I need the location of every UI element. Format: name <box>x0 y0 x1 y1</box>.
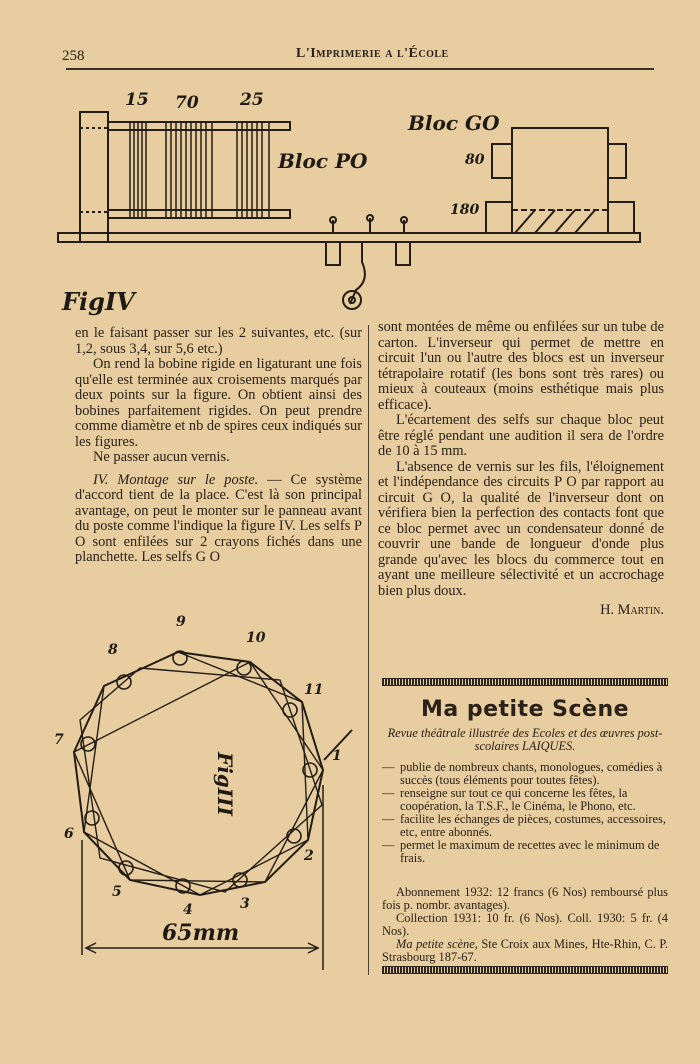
fig4-bloc-go: Bloc GO <box>408 111 500 135</box>
advert-item: — publie de nombreux chants, monologues, comédies à succès (tous éléments pour toutes fêtes). <box>382 761 668 787</box>
fig3-num-4: 4 <box>183 902 193 918</box>
section-body-montage: — Ce système d'accord tient de la place. C'est là son principal avantage, on peut le monter sur le panneau avant du poste comme l'indique la figure IV. Les selfs P O sont enfilées sur 2 crayons fichés dans une planchette. Les selfs G O <box>75 471 362 565</box>
fig3-dimension: 65mm <box>162 920 240 946</box>
fig3-num-2: 2 <box>304 848 314 864</box>
section-heading-montage: IV. Montage sur le poste. <box>93 471 259 488</box>
fig3-num-6: 6 <box>64 826 74 842</box>
advert-bottom-rule <box>382 966 668 974</box>
figure-4-diagram <box>0 80 700 320</box>
left-column <box>75 326 362 566</box>
advert-footer <box>382 886 668 964</box>
advert-item: — permet le maximum de recettes avec le minimum de frais. <box>382 839 668 865</box>
fig3-num-10: 10 <box>246 630 266 646</box>
advert-item: — renseigne sur tout ce qui concerne les fêtes, la coopération, la T.S.F., le Cinéma, le Phono, etc. <box>382 787 668 813</box>
fig4-bloc-po: Bloc PO <box>278 149 368 173</box>
fig3-num-5: 5 <box>112 884 122 900</box>
advert-top-rule <box>382 678 668 686</box>
fig3-num-11: 11 <box>304 682 324 698</box>
advert-subtitle: Revue théâtrale illustrée des Ecoles et des œuvres post-scolaires LAIQUES. <box>387 726 663 753</box>
right-paragraph-2: L'écartement des selfs sur chaque bloc peut être réglé pendant une audition il sera de l'ordre de 10 à 15 mm. <box>378 412 664 459</box>
left-paragraph-1: en le faisant passer sur les 2 suivantes, etc. (sur 1,2, sous 3,4, sur 5,6 etc.) <box>75 325 362 357</box>
fig4-dim-80: 80 <box>465 152 485 168</box>
fig4-label-70: 70 <box>175 93 199 113</box>
advert-title: Ma petite Scène <box>420 697 630 722</box>
left-paragraph-4 <box>75 473 362 566</box>
fig4-label-25: 25 <box>240 90 264 110</box>
fig3-num-3: 3 <box>240 896 250 912</box>
advert-collection: Collection 1931: 10 fr. (6 Nos). Coll. 1930: 5 fr. (4 Nos). <box>382 911 668 938</box>
advert-item: — facilite les échanges de pièces, costumes, accessoires, etc, entre abonnés. <box>382 813 668 839</box>
fig4-label-15: 15 <box>125 90 149 110</box>
fig4-dim-180: 180 <box>450 202 480 218</box>
advert-address-text: Ste Croix aux Mines, Hte-Rhin, C. P. Strasbourg 187-67. <box>382 937 668 964</box>
fig3-caption: FigIII <box>213 752 237 816</box>
left-paragraph-2: On rend la bobine rigide en ligaturant une fois qu'elle est terminée aux croisements marqués par deux points sur la figure. On obtient ainsi des bobines parfaitement rigides. On peut prendre comme diamètre et nb de spires ceux indiqués sur les figures. <box>75 356 362 450</box>
figure-3-diagram <box>40 610 370 980</box>
author-signature: H. Martin. <box>600 602 664 618</box>
right-paragraph-1: sont montées de même ou enfilées sur un tube de carton. L'inverseur qui permet de mettre en circuit l'un ou l'autre des blocs est un inverseur tétrapolaire rotatif (les bons sont très rares) ou mieux à couteaux (moins esthétique mais plus efficace). <box>378 319 664 413</box>
fig3-num-8: 8 <box>108 642 118 658</box>
fig4-caption: FigIV <box>62 287 135 316</box>
left-paragraph-3: Ne passer aucun vernis. <box>93 449 230 465</box>
fig3-num-1: 1 <box>332 748 342 764</box>
advert-list <box>382 761 668 865</box>
advert-address-name: Ma petite scène, <box>396 937 478 951</box>
header-rule <box>66 68 654 70</box>
running-title: L'Imprimerie a l'École <box>296 46 449 61</box>
page-number: 258 <box>62 48 85 64</box>
advert-address <box>382 938 668 964</box>
fig3-num-7: 7 <box>54 732 64 748</box>
fig3-num-9: 9 <box>176 614 186 630</box>
right-column <box>378 320 664 619</box>
right-paragraph-3: L'absence de vernis sur les fils, l'éloignement et l'indépendance des circuits P O par rapport au circuit G O, la qualité de l'inverseur dont on vérifiera bien la perfection des contacts font que ce bloc permet avec un condensateur donné de couvrir une bande de longueur d'onde plus grande qu'avec les blocs du commerce tout en ayant une meilleure sélectivité et un accrochage bien plus doux. <box>378 458 664 599</box>
advert-subscription: Abonnement 1932: 12 francs (6 Nos) remboursé plus fois p. nombr. avantages). <box>382 885 668 912</box>
